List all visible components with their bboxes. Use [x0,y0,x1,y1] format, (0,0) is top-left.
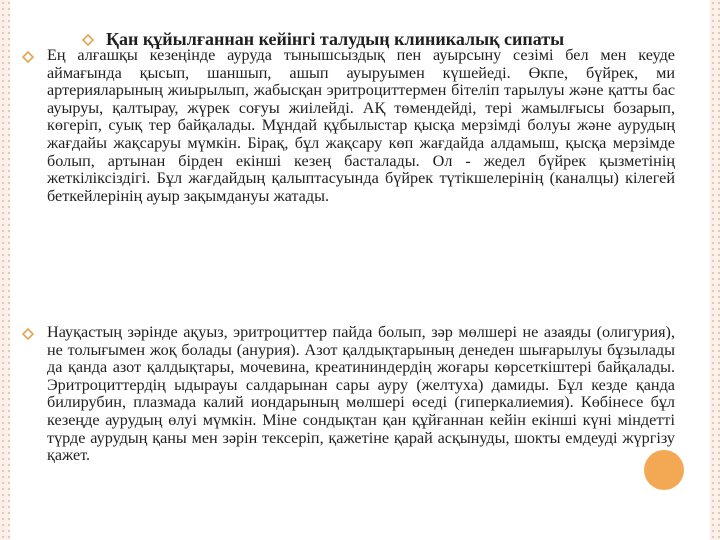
decorative-orange-circle [644,450,684,490]
paragraph-2-bullet-icon [22,328,34,340]
paragraph-1: Ең алғашқы кезеңінде аурудa тынышсыздық пен ауырсыну сезімі бел мен кеуде аймағында қысып, шаншып, ашып ауыруымен күшейеді. Өкпе, бүйрек, ми артерияларының жиырылып, жабысқан эритроциттермен бітеліп тарылуы және қатты бас ауыруы, қалтырау, жүрек соғуы жиілейді. АҚ төмендейді, тері жамылғысы бозарып, көгеріп, суық тер байқалады. Мұндай құбылыстар қысқа мерзімді болуы және аурудың жағдайы жақсаруы мүмкін. Бірақ, бұл жақсару көп жағдайда алдамыш, қысқа мерзімде болып, артынан бірден екінші кезең басталады. Ол - жедел бүйрек қызметінің жеткіліксіздігі. Бұл жағдайдың қалыптасуында бүйрек түтікшелерінің (каналцы) кілегей беткейлерінің ауыр зақымдануы жатады. [47,46,675,205]
slide-title: Қан құйылғаннан кейінгі талудың клиникалық сипаты [106,29,565,49]
paragraph-2: Науқастың зәрінде ақуыз, эритроциттер пайда болып, зәр мөлшері не азаяды (олигурия), не толығымен жоқ болады (анурия). Азот қалдықтарының денеден шығарылуы бұзылады да қанда азот қалдықтары, мочевина, креатининдердің жоғары көрсеткіштері байқалады. Эритроциттердің ыдырауы салдарынан сары ауру (желтуха) дамиды. Бұл кезде қанда билирубин, плазмада калий иондарының мөлшері өседі (гиперкалиемия). Көбінесе бұл кезеңде аурудың өлуі мүмкін. Міне сондықтан қан құйғаннан кейін екінші күні міндетті түрде аурудың қаны мен зәрін тексеріп, қажетіне қарай асқынуды, шокты емдеуді жүргізу қажет. [47,323,675,465]
right-dotted-border [710,0,720,540]
paragraph-1-bullet-icon [22,51,34,63]
title-bullet-icon [82,34,94,46]
left-dotted-border [0,0,10,540]
